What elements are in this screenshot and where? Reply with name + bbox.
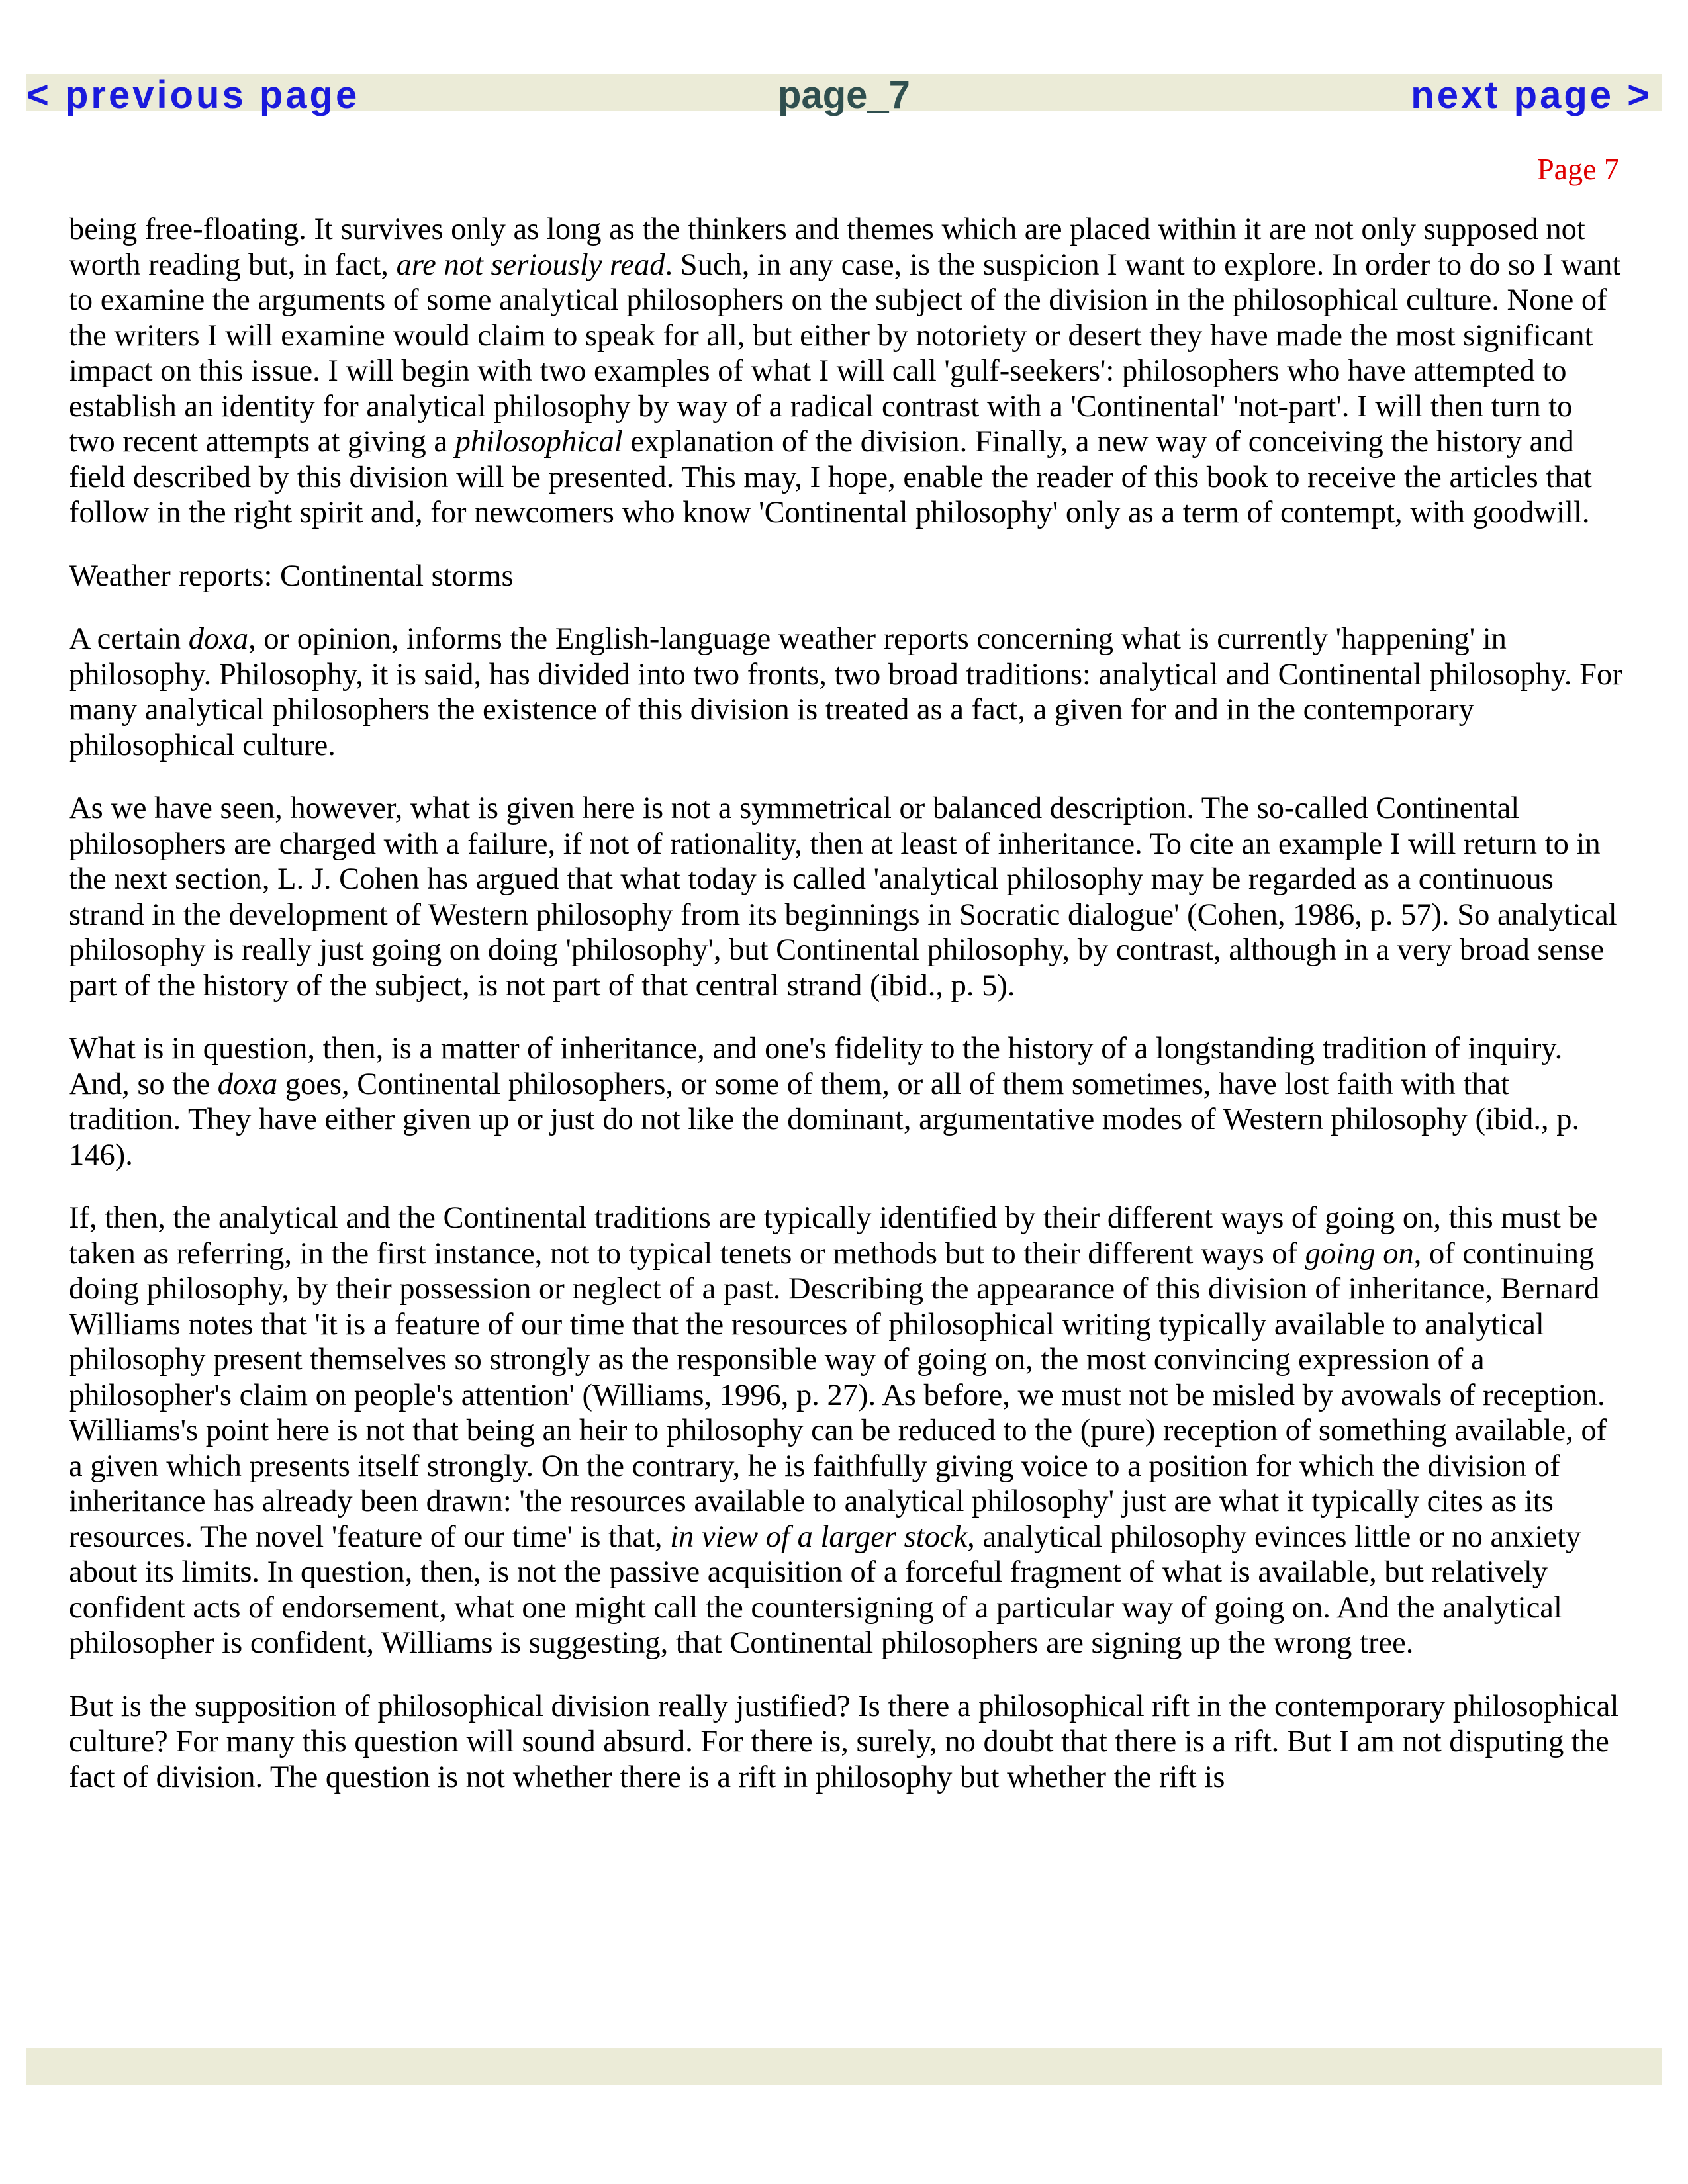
paragraph-text: A certain xyxy=(69,622,189,656)
paragraph-text: As we have seen, however, what is given here is not a symmetrical or balanced description. The so-called Continental philosophers are charged with a failure, if not of rationality, then at least of inheritance. To cite an example I will return to in the next section, L. J. Cohen has argued that what today is called 'analytical philosophy may be regarded as a continuous strand in the development of Western philosophy from its beginnings in Socratic dialogue' (Cohen, 1986, p. 57). So analytical philosophy is really just going on doing 'philosophy', but Continental philosophy, by contrast, although in a very broad sense part of the history of the subject, is not part of that central strand (ibid., p. 5). xyxy=(69,792,1617,1003)
body-paragraph xyxy=(69,212,1624,531)
bottom-navigation-bar xyxy=(26,2048,1662,2085)
paragraph-text: goes, Continental philosophers, or some of them, or all of them sometimes, have lost faith with that tradition. They have either given up or just do not like the dominant, argumentative modes of Western philosophy (ibid., p. 146). xyxy=(69,1067,1580,1172)
italic-text: doxa xyxy=(217,1067,278,1101)
paragraph-text: , analytical philosophy evinces little or no anxiety about its limits. In question, then, is not the passive acquisition of a forceful fragment of what is available, but relatively confident acts of endorsement, what one might call the countersigning of a particular way of going on. And the analytical philosopher is confident, Williams is suggesting, that Continental philosophers are signing up the wrong tree. xyxy=(69,1520,1581,1660)
body-paragraph xyxy=(69,791,1624,1003)
italic-text: going on xyxy=(1305,1236,1414,1271)
paragraph-text: Weather reports: Continental storms xyxy=(69,559,514,593)
italic-text: philosophical xyxy=(455,425,623,459)
previous-page-link[interactable]: < previous page xyxy=(26,73,360,116)
page-body-text xyxy=(69,212,1624,1823)
italic-text: in view of a larger stock xyxy=(670,1520,968,1554)
page-title: page_7 xyxy=(778,73,910,116)
paragraph-text: being free-floating. It survives only as long as the thinkers and themes which are placed within it are not only supposed not worth reading but, in fact, xyxy=(69,212,1585,282)
paragraph-text: What is in question, then, is a matter of inheritance, and one's fidelity to the history of a longstanding tradition of inquiry. And, so the xyxy=(69,1032,1563,1101)
next-page-link[interactable]: next page > xyxy=(1411,73,1652,116)
italic-text: are not seriously read xyxy=(396,248,665,282)
top-navigation-bar xyxy=(26,73,1662,116)
paragraph-text: If, then, the analytical and the Continental traditions are typically identified by their different ways of going on, this must be taken as referring, in the first instance, not to typical tenets or methods but to their different ways of xyxy=(69,1201,1598,1271)
paragraph-text: , or opinion, informs the English-language weather reports concerning what is currently 'happening' in philosophy. Philosophy, it is said, has divided into two fronts, two broad traditions: analytical and Continental philosophy. For many analytical philosophers the existence of this division is treated as a fact, a given for and in the contemporary philosophical culture. xyxy=(69,622,1622,762)
body-paragraph xyxy=(69,1689,1624,1796)
paragraph-text: . Such, in any case, is the suspicion I want to explore. In order to do so I want to examine the arguments of some analytical philosophers on the subject of the division in the philosophical culture. None of the writers I will examine would claim to speak for all, but either by notoriety or desert they have made the most significant impact on this issue. I will begin with two examples of what I will call 'gulf-seekers': philosophers who have attempted to establish an identity for analytical philosophy by way of a radical contrast with a 'Continental' 'not-part'. I will then turn to two recent attempts at giving a xyxy=(69,248,1621,459)
paragraph-text: , of continuing doing philosophy, by their possession or neglect of a past. Describing the appearance of this division of inheritance, Bernard Williams notes that 'it is a feature of our time that the resources of philosophical writing typically available to analytical philosophy present themselves so strongly as the responsible way of going on, the most convincing expression of a philosopher's claim on people's attention' (Williams, 1996, p. 27). As before, we must not be misled by avowals of reception. Williams's point here is not that being an heir to philosophy can be reduced to the (pure) reception of something available, of a given which presents itself strongly. On the contrary, he is faithfully giving voice to a position for which the division of inheritance has already been drawn: 'the resources available to analytical philosophy' just are what it typically cites as its resources. The novel 'feature of our time' is that, xyxy=(69,1236,1607,1554)
italic-text: doxa xyxy=(188,622,249,656)
section-heading xyxy=(69,559,1624,594)
body-paragraph xyxy=(69,1201,1624,1661)
paragraph-text: But is the supposition of philosophical division really justified? Is there a philosophical rift in the contemporary philosophical culture? For many this question will sound absurd. For there is, surely, no doubt that there is a rift. But I am not disputing the fact of division. The question is not whether there is a rift in philosophy but whether the rift is xyxy=(69,1689,1619,1794)
paragraph-text: explanation of the division. Finally, a new way of conceiving the history and field described by this division will be presented. This may, I hope, enable the reader of this book to receive the articles that follow in the right spirit and, for newcomers who know 'Continental philosophy' only as a term of contempt, with goodwill. xyxy=(69,425,1593,529)
page-number-label: Page 7 xyxy=(1537,152,1619,186)
body-paragraph xyxy=(69,621,1624,763)
body-paragraph xyxy=(69,1031,1624,1173)
